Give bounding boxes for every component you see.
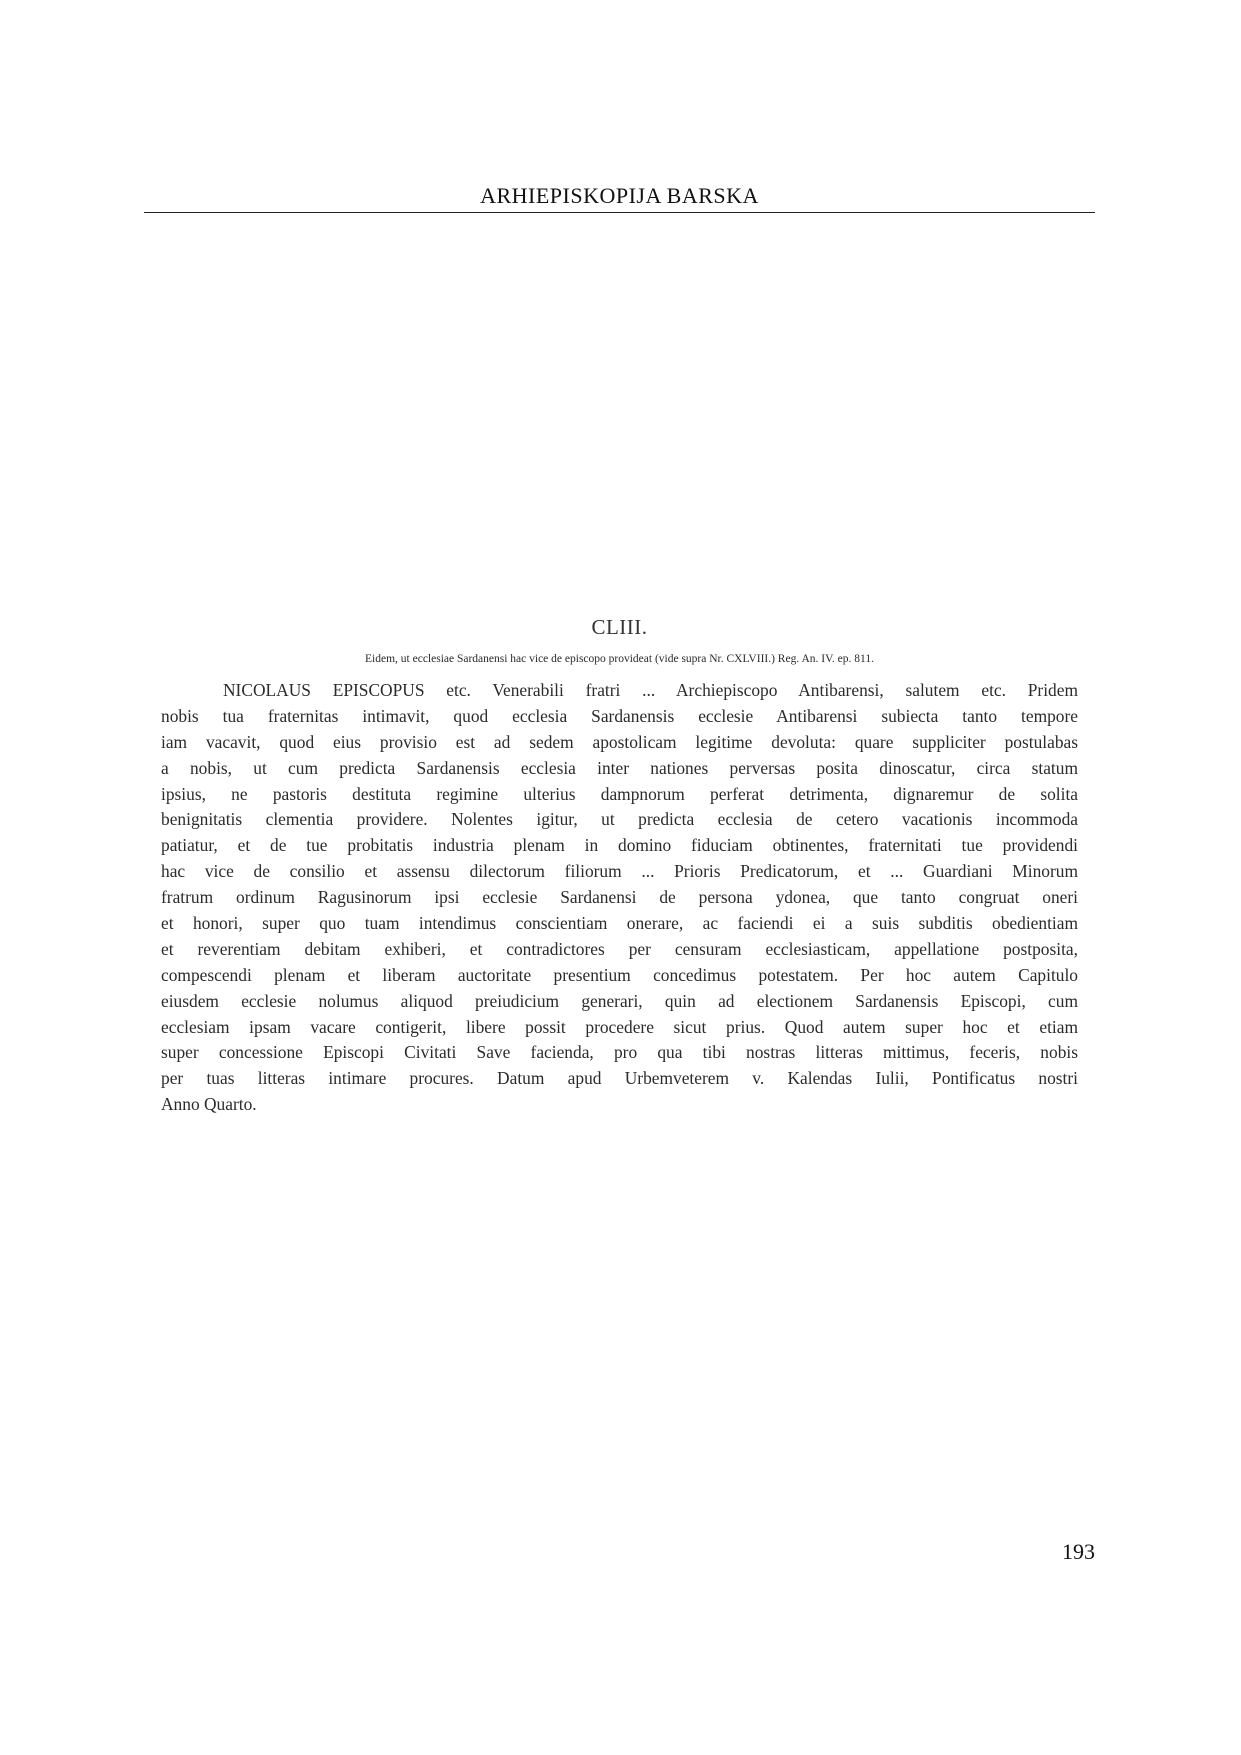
body-line: fratrum ordinum Ragusinorum ipsi ecclesie Sardanensi de persona ydonea, que tanto congruat oneri (161, 887, 1078, 908)
body-line: eiusdem ecclesie nolumus aliquod preiudicium generari, quin ad electionem Sardanensis Episcopi, cum (161, 990, 1078, 1011)
body-line: hac vice de consilio et assensu dilectorum filiorum ... Prioris Predicatorum, et ... Guardiani Minorum (161, 861, 1078, 882)
body-line: Anno Quarto. (161, 1094, 257, 1115)
document-summary: Eidem, ut ecclesiae Sardanensi hac vice de episcopo provideat (vide supra Nr. CXLVIII.) Reg. An. IV. ep. 811. (365, 653, 874, 665)
body-line: compescendi plenam et liberam auctoritate presentium concedimus potestatem. Per hoc autem Capitulo (161, 964, 1078, 985)
body-line: ecclesiam ipsam vacare contigerit, libere possit procedere sicut prius. Quod autem super hoc et etiam (161, 1016, 1078, 1037)
body-line: et honori, super quo tuam intendimus conscientiam onerare, ac faciendi ei a suis subditis obedientiam (161, 913, 1078, 934)
document-number: CLIII. (591, 615, 648, 639)
document-body (161, 678, 1078, 1118)
body-line: ipsius, ne pastoris destituta regimine ulterius dampnorum perferat detrimenta, dignaremur de solita (161, 783, 1078, 804)
body-line: patiatur, et de tue probitatis industria plenam in domino fiduciam obtinentes, fraternitati tue providendi (161, 835, 1078, 856)
body-line: nobis tua fraternitas intimavit, quod ecclesia Sardanensis ecclesie Antibarensi subiecta tanto tempore (161, 705, 1078, 726)
body-line: benignitatis clementia providere. Nolentes igitur, ut predicta ecclesia de cetero vacationis incommoda (161, 809, 1078, 830)
running-header: ARHIEPISKOPIJA BARSKA (480, 183, 759, 208)
body-line: per tuas litteras intimare procures. Datum apud Urbemveterem v. Kalendas Iulii, Pontificatus nostri (161, 1068, 1078, 1089)
body-line: a nobis, ut cum predicta Sardanensis ecclesia inter nationes perversas posita dinoscatur, circa statum (161, 757, 1078, 778)
header-rule (144, 212, 1095, 213)
body-line: et reverentiam debitam exhiberi, et contradictores per censuram ecclesiasticam, appellatione postposita, (161, 938, 1078, 959)
page-number: 193 (1062, 1539, 1095, 1564)
body-line: iam vacavit, quod eius provisio est ad sedem apostolicam legitime devoluta: quare suppliciter postulabas (161, 731, 1078, 752)
body-line: super concessione Episcopi Civitati Save facienda, pro qua tibi nostras litteras mittimus, feceris, nobis (161, 1042, 1078, 1063)
body-line: NICOLAUS EPISCOPUS etc. Venerabili fratri ... Archiepiscopo Antibarensi, salutem etc. Pridem (223, 680, 1078, 700)
